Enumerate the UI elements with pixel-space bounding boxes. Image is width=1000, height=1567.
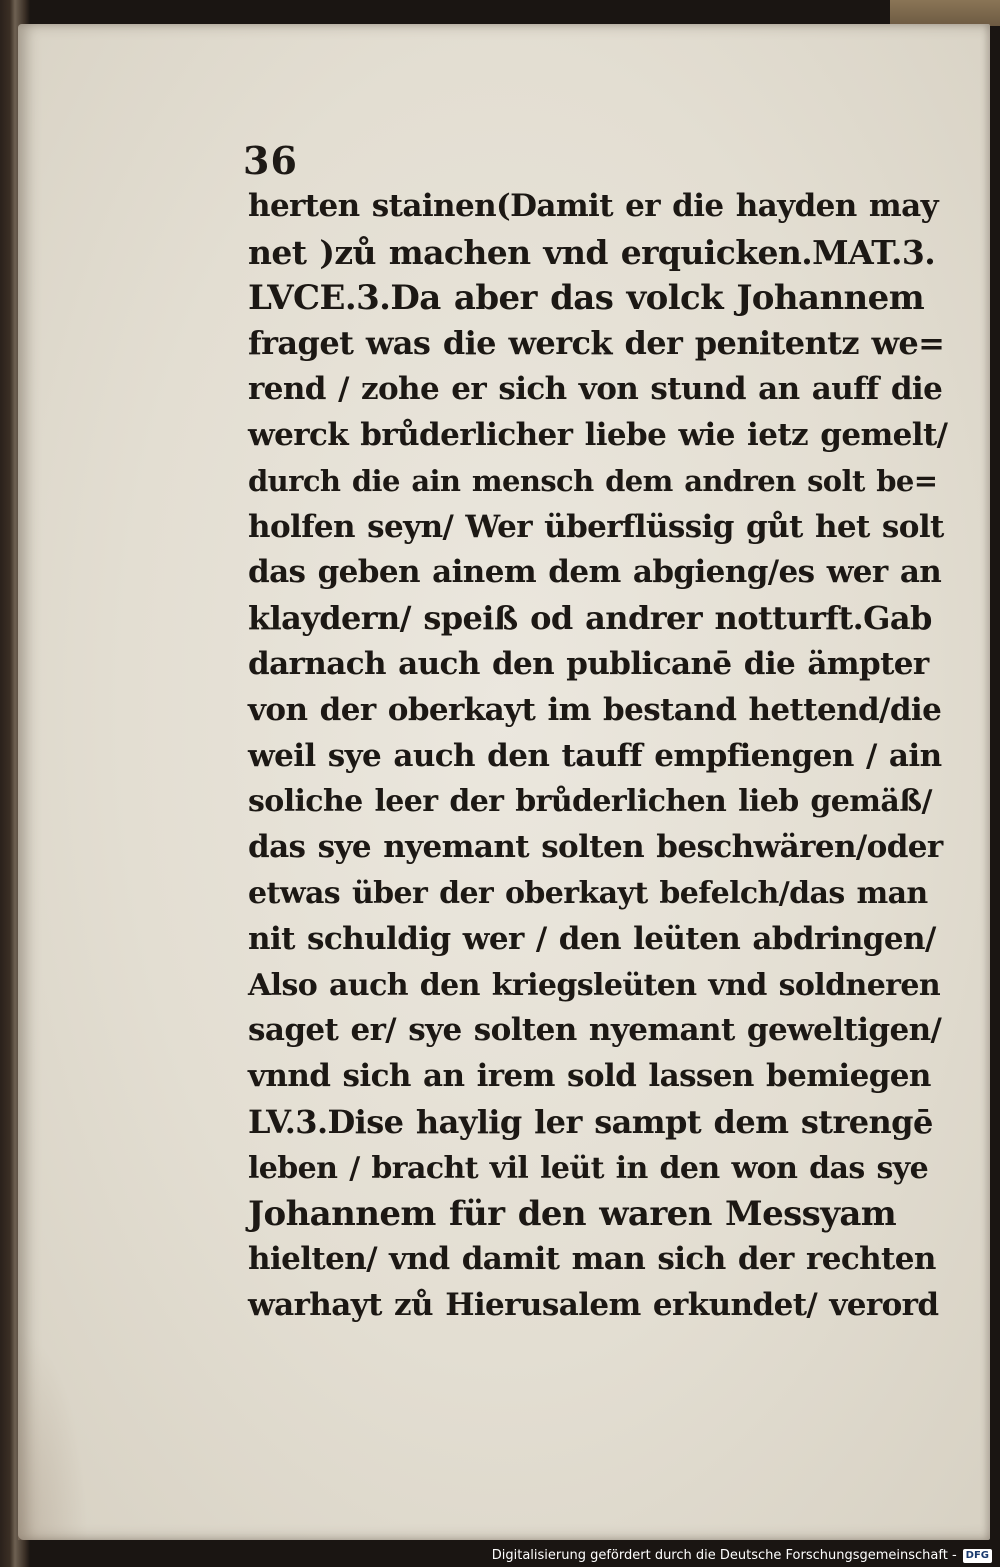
text-line: soliche leer der brůderlichen lieb gemäß/ (248, 784, 932, 820)
page-number: 36 (243, 138, 298, 183)
text-line: net )zů machen vnd erquicken.MAT.3. (248, 232, 936, 272)
text-line: durch die ain mensch dem andren solt be= (248, 463, 938, 498)
text-line: weil sye auch den tauff empfiengen / ain (248, 737, 942, 774)
text-line: das sye nyemant solten beschwären/oder (248, 829, 943, 866)
text-line: nit schuldig wer / den leüten abdringen/ (248, 920, 936, 957)
text-line: das geben ainem dem abgieng/es wer an (248, 554, 942, 591)
text-line: Also auch den kriegsleüten vnd soldneren (248, 967, 941, 1003)
text-line: klaydern/ speiß od andrer notturft.Gab (248, 599, 932, 638)
page-text-block (248, 184, 948, 1329)
text-line: LV.3.Dise haylig ler sampt dem strengē (248, 1102, 933, 1141)
text-line: saget er/ sye solten nyemant geweltigen/ (248, 1012, 942, 1049)
digitization-credit-text: Digitalisierung gefördert durch die Deutsche Forschungsgemeinschaft - (491, 1548, 957, 1563)
text-line: LVCE.3.Da aber das volck Johannem (248, 277, 925, 318)
text-line: warhayt zů Hierusalem erkundet/ verord (248, 1287, 939, 1324)
text-line: holfen seyn/ Wer überflüssig gůt het solt (248, 508, 944, 545)
text-line: hielten/ vnd damit man sich der rechten (248, 1241, 936, 1278)
text-line: werck brůderlicher liebe wie ietz gemelt/ (248, 416, 948, 453)
text-line: herten stainen(Damit er die hayden may (248, 188, 939, 224)
text-line: fraget was die werck der penitentz we= (248, 324, 945, 363)
text-line: Johannem für den waren Messyam (248, 1193, 897, 1234)
page-stain (18, 1330, 88, 1540)
text-line: vnnd sich an irem sold lassen bemiegen (248, 1058, 931, 1095)
digitization-credit (492, 1548, 992, 1563)
text-line: darnach auch den publicanē die ämpter (248, 645, 929, 682)
text-line: von der oberkayt im bestand hettend/die (248, 691, 942, 728)
adjacent-page-edge (890, 0, 1000, 26)
text-line: etwas über der oberkayt befelch/das man (248, 875, 928, 911)
dfg-logo: DFG (963, 1549, 992, 1563)
text-line: leben / bracht vil leüt in den won das sye (248, 1150, 929, 1186)
text-line: rend / zohe er sich von stund an auff die (248, 371, 943, 408)
